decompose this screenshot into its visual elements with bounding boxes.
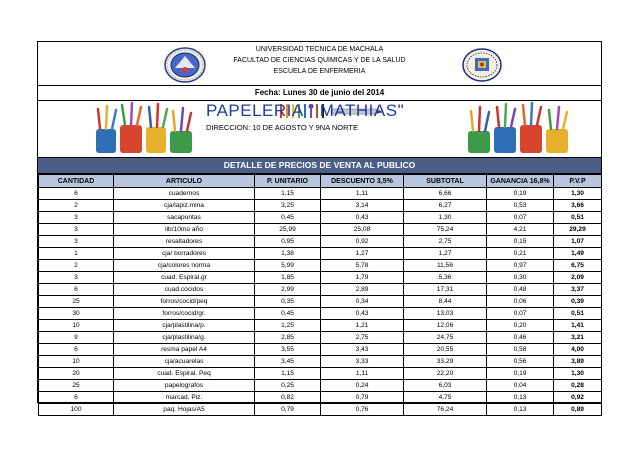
cell-descuento: 3,33 <box>321 356 404 368</box>
cell-p-unitario: 2,99 <box>255 284 321 296</box>
table-row <box>39 284 602 296</box>
table-row <box>39 344 602 356</box>
cell-articulo: resaltadores <box>114 236 255 248</box>
cell-cantidad: 2 <box>39 260 114 272</box>
cell-pvp: 0,51 <box>554 212 602 224</box>
faculty-name: FACULTAD DE CIENCIAS QUIMICAS Y DE LA SALUD <box>233 57 406 64</box>
school-name: ESCUELA DE ENFERMERIA <box>273 68 366 75</box>
cell-ganancia: 0,04 <box>487 380 554 392</box>
cell-descuento: 1,11 <box>321 368 404 380</box>
cell-cantidad: 9 <box>39 332 114 344</box>
cell-descuento: 1,79 <box>321 272 404 284</box>
cell-pvp: 0,92 <box>554 392 602 404</box>
cell-descuento: 0,76 <box>321 404 404 416</box>
price-sheet <box>37 41 602 413</box>
cell-pvp: 0,39 <box>554 296 602 308</box>
cell-ganancia: 0,48 <box>487 284 554 296</box>
cell-subtotal: 75,24 <box>404 224 487 236</box>
table-row <box>39 224 602 236</box>
cell-subtotal: 20,55 <box>404 344 487 356</box>
cell-cantidad: 6 <box>39 284 114 296</box>
table-row <box>39 380 602 392</box>
cell-cantidad: 6 <box>39 392 114 404</box>
cell-pvp: 1,49 <box>554 248 602 260</box>
cell-descuento: 2,89 <box>321 284 404 296</box>
date-row <box>38 86 601 101</box>
cell-cantidad: 10 <box>39 356 114 368</box>
cell-ganancia: 0,58 <box>487 344 554 356</box>
table-header-row <box>39 175 602 188</box>
cell-articulo: lib/10mo año <box>114 224 255 236</box>
cell-p-unitario: 0,79 <box>255 404 321 416</box>
cell-p-unitario: 0,35 <box>255 296 321 308</box>
cell-subtotal: 33,29 <box>404 356 487 368</box>
cell-subtotal: 17,31 <box>404 284 487 296</box>
cell-articulo: marcad. Piz. <box>114 392 255 404</box>
cell-pvp: 0,89 <box>554 404 602 416</box>
cell-descuento: 0,79 <box>321 392 404 404</box>
cell-p-unitario: 1,38 <box>255 248 321 260</box>
cell-descuento: 3,43 <box>321 344 404 356</box>
table-row <box>39 404 602 416</box>
cell-p-unitario: 1,25 <box>255 320 321 332</box>
cell-cantidad: 3 <box>39 272 114 284</box>
table-row <box>39 188 602 200</box>
cell-subtotal: 6,03 <box>404 380 487 392</box>
cell-ganancia: 0,07 <box>487 308 554 320</box>
col-p-unitario: P. UNITARIO <box>255 175 321 188</box>
table-row <box>39 260 602 272</box>
table-row <box>39 200 602 212</box>
cell-cantidad: 1 <box>39 248 114 260</box>
cell-pvp: 1,30 <box>554 188 602 200</box>
table-row <box>39 212 602 224</box>
cell-pvp: 29,29 <box>554 224 602 236</box>
cell-p-unitario: 1,15 <box>255 188 321 200</box>
cell-ganancia: 0,13 <box>487 392 554 404</box>
cell-articulo: resma papel A4 <box>114 344 255 356</box>
cell-articulo: cuadernos <box>114 188 255 200</box>
table-row <box>39 356 602 368</box>
cell-descuento: 25,08 <box>321 224 404 236</box>
cell-cantidad: 25 <box>39 380 114 392</box>
cell-descuento: 1,11 <box>321 188 404 200</box>
cell-ganancia: 0,53 <box>487 200 554 212</box>
cell-p-unitario: 1,15 <box>255 368 321 380</box>
cell-p-unitario: 0,45 <box>255 212 321 224</box>
school-supplies-icon <box>90 101 200 157</box>
cell-ganancia: 4,21 <box>487 224 554 236</box>
table-row <box>39 320 602 332</box>
cell-p-unitario: 25,99 <box>255 224 321 236</box>
cell-pvp: 2,09 <box>554 272 602 284</box>
section-title: DETALLE DE PRECIOS DE VENTA AL PUBLICO <box>223 160 416 170</box>
cell-ganancia: 0,07 <box>487 212 554 224</box>
cell-ganancia: 0,56 <box>487 356 554 368</box>
cell-p-unitario: 3,55 <box>255 344 321 356</box>
cell-subtotal: 24,75 <box>404 332 487 344</box>
cell-articulo: paq. Hojas/A5 <box>114 404 255 416</box>
col-descuento: DESCUENTO 3,5% <box>321 175 404 188</box>
cell-descuento: 0,92 <box>321 236 404 248</box>
cell-cantidad: 2 <box>39 200 114 212</box>
cell-pvp: 3,37 <box>554 284 602 296</box>
table-row <box>39 236 602 248</box>
col-cantidad: CANTIDAD <box>39 175 114 188</box>
col-subtotal: SUBTOTAL <box>404 175 487 188</box>
cell-subtotal: 22,20 <box>404 368 487 380</box>
cell-pvp: 0,28 <box>554 380 602 392</box>
shop-name: PAPELERIA " MATHIAS" <box>206 101 405 120</box>
cell-articulo: cuad.cocidos <box>114 284 255 296</box>
cell-subtotal: 1,27 <box>404 248 487 260</box>
col-articulo: ARTICULO <box>114 175 255 188</box>
cell-cantidad: 100 <box>39 404 114 416</box>
cell-pvp: 1,07 <box>554 236 602 248</box>
cell-articulo: cja/plastilina/g. <box>114 332 255 344</box>
col-ganancia: GANANCIA 16,8% <box>487 175 554 188</box>
cell-articulo: cja/plastilina/p. <box>114 320 255 332</box>
table-row <box>39 308 602 320</box>
cell-p-unitario: 1,85 <box>255 272 321 284</box>
cell-descuento: 0,34 <box>321 296 404 308</box>
cell-descuento: 0,24 <box>321 380 404 392</box>
cell-subtotal: 12,06 <box>404 320 487 332</box>
cell-cantidad: 6 <box>39 344 114 356</box>
cell-subtotal: 76,24 <box>404 404 487 416</box>
cell-subtotal: 6,27 <box>404 200 487 212</box>
cell-articulo: cja/ borradores <box>114 248 255 260</box>
cell-descuento: 1,21 <box>321 320 404 332</box>
cell-p-unitario: 0,82 <box>255 392 321 404</box>
cell-ganancia: 0,06 <box>487 296 554 308</box>
cell-pvp: 1,41 <box>554 320 602 332</box>
institution-header <box>38 42 601 86</box>
cell-cantidad: 3 <box>39 212 114 224</box>
cell-ganancia: 0,21 <box>487 248 554 260</box>
col-pvp: P.V.P <box>554 175 602 188</box>
cell-ganancia: 0,15 <box>487 236 554 248</box>
cell-articulo: forros/cocid/peq <box>114 296 255 308</box>
table-row <box>39 332 602 344</box>
cell-ganancia: 0,46 <box>487 332 554 344</box>
school-supplies-icon <box>462 101 574 157</box>
cell-cantidad: 3 <box>39 236 114 248</box>
price-table <box>38 174 602 416</box>
university-name: UNIVERSIDAD TECNICA DE MACHALA <box>255 46 384 53</box>
cell-descuento: 0,43 <box>321 212 404 224</box>
cell-ganancia: 0,19 <box>487 368 554 380</box>
cell-ganancia: 0,13 <box>487 404 554 416</box>
cell-articulo: cuad. Espiral. Peq <box>114 368 255 380</box>
cell-subtotal: 1,30 <box>404 212 487 224</box>
cell-subtotal: 2,75 <box>404 236 487 248</box>
section-title-band <box>38 158 601 174</box>
cell-articulo: cja/acuarelas <box>114 356 255 368</box>
cell-p-unitario: 5,99 <box>255 260 321 272</box>
cell-subtotal: 11,56 <box>404 260 487 272</box>
cell-p-unitario: 0,95 <box>255 236 321 248</box>
cell-cantidad: 10 <box>39 320 114 332</box>
cell-cantidad: 6 <box>39 188 114 200</box>
cell-articulo: cuad. Espiral.gr <box>114 272 255 284</box>
cell-cantidad: 25 <box>39 296 114 308</box>
cell-subtotal: 4,75 <box>404 392 487 404</box>
cell-pvp: 3,21 <box>554 332 602 344</box>
cell-pvp: 6,75 <box>554 260 602 272</box>
cell-cantidad: 3 <box>39 224 114 236</box>
cell-subtotal: 13,03 <box>404 308 487 320</box>
cell-articulo: cja/lapiz.mina <box>114 200 255 212</box>
cell-ganancia: 0,20 <box>487 320 554 332</box>
cell-articulo: sacapuntas <box>114 212 255 224</box>
shop-banner <box>38 101 601 158</box>
cell-articulo: papelografos <box>114 380 255 392</box>
cell-p-unitario: 0,25 <box>255 380 321 392</box>
cell-subtotal: 6,66 <box>404 188 487 200</box>
cell-cantidad: 20 <box>39 368 114 380</box>
cell-descuento: 0,43 <box>321 308 404 320</box>
cell-p-unitario: 2,85 <box>255 332 321 344</box>
table-row <box>39 392 602 404</box>
cell-pvp: 1,30 <box>554 368 602 380</box>
table-row <box>39 248 602 260</box>
table-row <box>39 368 602 380</box>
cell-p-unitario: 0,45 <box>255 308 321 320</box>
table-row <box>39 296 602 308</box>
cell-pvp: 3,89 <box>554 356 602 368</box>
cell-descuento: 1,27 <box>321 248 404 260</box>
cell-articulo: forros/cocid/gr. <box>114 308 255 320</box>
cell-subtotal: 8,44 <box>404 296 487 308</box>
cell-subtotal: 5,36 <box>404 272 487 284</box>
cell-cantidad: 30 <box>39 308 114 320</box>
cell-p-unitario: 3,25 <box>255 200 321 212</box>
cell-ganancia: 0,97 <box>487 260 554 272</box>
cell-articulo: cja/colores norma <box>114 260 255 272</box>
cell-p-unitario: 3,45 <box>255 356 321 368</box>
cell-descuento: 3,14 <box>321 200 404 212</box>
cell-pvp: 0,51 <box>554 308 602 320</box>
cell-ganancia: 0,19 <box>487 188 554 200</box>
cell-pvp: 4,00 <box>554 344 602 356</box>
faculty-seal-icon <box>461 47 503 83</box>
cell-descuento: 5,78 <box>321 260 404 272</box>
cell-pvp: 3,66 <box>554 200 602 212</box>
cell-descuento: 2,75 <box>321 332 404 344</box>
report-date: Fecha: Lunes 30 de junio del 2014 <box>254 88 385 97</box>
cell-ganancia: 0,30 <box>487 272 554 284</box>
shop-address: DIRECCION: 10 DE AGOSTO Y 9NA NORTE <box>206 123 358 132</box>
table-row <box>39 272 602 284</box>
table-body <box>39 188 602 416</box>
